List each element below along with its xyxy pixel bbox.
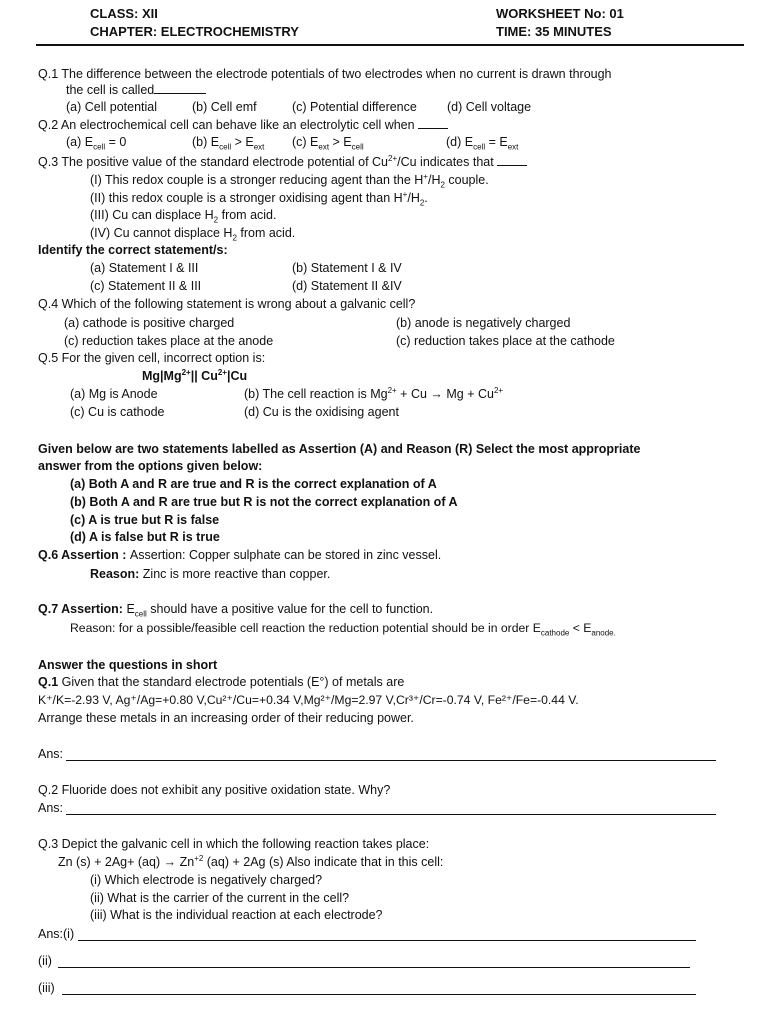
header-rule: [36, 44, 744, 46]
sa-q3-ans-i-label: Ans:(i): [38, 927, 75, 941]
short-answer-heading: Answer the questions in short: [38, 658, 218, 672]
q3-option-d: (d) Statement II &IV: [292, 279, 402, 293]
sa-q1-task: Arrange these metals in an increasing order of their reducing power.: [38, 711, 414, 725]
sa-q3-reaction: Zn $(s) + 2Ag+ (aq) \to Zn^{+2}$ (aq) + 2Ag (s) Also indicate that in this cell:: [58, 853, 444, 869]
q6-assertion: Q.6 Assertion : Assertion: Copper sulphate can be stored in zinc vessel.: [38, 548, 442, 562]
q3-text: Q.3 The positive value of the standard electrode potential of $Cu^{2+}/Cu$ indicates that: [38, 154, 527, 170]
sa-q3-part-ii: (ii) What is the carrier of the current in the cell?: [90, 891, 350, 905]
sa-q1-values: K⁺/K=-2.93 V, Ag⁺/Ag=+0.80 V,Cu²⁺/Cu=+0.34 V,Mg²⁺/Mg=2.97 V,Cr³⁺/Cr=-0.74 V, Fe²⁺/Fe=-0.44 V.: [38, 693, 579, 707]
sa-q3-ans-ii-label: (ii): [38, 954, 52, 968]
q3-statement-2: (II) this redox couple is a stronger oxidising agent than $H^+/H_2$.: [90, 189, 428, 208]
q5-option-c: (c) Cu is cathode: [70, 405, 165, 419]
q2-option-a: (a) $E_{cell} = 0$: [66, 135, 127, 152]
q6-reason: Reason: Zinc is more reactive than copper.: [90, 567, 331, 581]
q1-text: Q.1 The difference between the electrode potentials of two electrodes when no current is drawn through: [38, 67, 612, 81]
answer-blank[interactable]: [154, 82, 206, 94]
sa-q3-answer-line-ii[interactable]: [58, 967, 690, 968]
sa-q2-text: Q.2 Fluoride does not exhibit any positive oxidation state. Why?: [38, 783, 391, 797]
sa-q1-text: Q.1 Given that the standard electrode potentials (E°) of metals are: [38, 675, 405, 689]
answer-blank[interactable]: [418, 117, 448, 129]
q5-option-b: (b) The cell reaction is $Mg^{2+} + Cu \to Mg + Cu^{2+}$: [244, 385, 504, 401]
q1-option-c: (c) Potential difference: [292, 100, 417, 114]
q7-reason: Reason: for a possible/feasible cell reaction the reduction potential should be in order $E_{cathode} < E_{anode.}$: [70, 621, 616, 638]
q4-option-a: (a) cathode is positive charged: [64, 316, 235, 330]
q4-text: Q.4 Which of the following statement is wrong about a galvanic cell?: [38, 297, 416, 311]
sa-q1-ans-label: Ans:: [38, 747, 64, 761]
q2-option-c: (c) $E_{ext} > E_{cell}$: [292, 135, 364, 152]
ar-option-d: (d) A is false but R is true: [70, 530, 220, 544]
sa-q3-answer-line-iii[interactable]: [62, 994, 696, 995]
q2-option-b: (b) $E_{cell} > E_{ext}$: [192, 135, 265, 152]
q1-option-d: (d) Cell voltage: [447, 100, 532, 114]
sa-q2-answer-line[interactable]: [66, 814, 716, 815]
q3-statement-4: (IV) Cu cannot displace $H_2$ from acid.: [90, 226, 296, 243]
sa-q3-ans-iii-label: (iii): [38, 981, 55, 995]
q3-option-b: (b) Statement I & IV: [292, 261, 402, 275]
q3-statement-3: (III) Cu can displace $H_2$ from acid.: [90, 208, 277, 225]
sa-q3-part-iii: (iii) What is the individual reaction at each electrode?: [90, 908, 383, 922]
q3-statement-1: (I) This redox couple is a stronger reducing agent than the $H^+/H_2$ couple.: [90, 171, 489, 190]
q5-cell-notation: $Mg|Mg^{2+}||$ $Cu^{2+}|Cu$: [142, 367, 248, 383]
q5-option-d: (d) Cu is the oxidising agent: [244, 405, 399, 419]
sa-q2-ans-label: Ans:: [38, 801, 64, 815]
sa-q3-part-i: (i) Which electrode is negatively charged?: [90, 873, 323, 887]
q4-option-d: (c) reduction takes place at the cathode: [396, 334, 615, 348]
q3-option-a: (a) Statement I & III: [90, 261, 199, 275]
q4-option-b: (b) anode is negatively charged: [396, 316, 571, 330]
q4-option-c: (c) reduction takes place at the anode: [64, 334, 274, 348]
q5-text: Q.5 For the given cell, incorrect option is:: [38, 351, 266, 365]
q3-identify: Identify the correct statement/s:: [38, 243, 228, 257]
time-label: TIME: 35 MINUTES: [496, 24, 612, 39]
q2-option-d: (d) $E_{cell} = E_{ext}$: [446, 135, 519, 152]
q2-text: Q.2 An electrochemical cell can behave like an electrolytic cell when: [38, 117, 448, 133]
ar-option-c: (c) A is true but R is false: [70, 513, 220, 527]
q1-option-b: (b) Cell emf: [192, 100, 257, 114]
q1-text-cont: the cell is called: [66, 82, 206, 98]
q5-option-a: (a) Mg is Anode: [70, 387, 158, 401]
class-label: CLASS: XII: [90, 6, 158, 21]
ar-option-b: (b) Both A and R are true but R is not the correct explanation of A: [70, 495, 458, 509]
q1-option-a: (a) Cell potential: [66, 100, 158, 114]
sa-q3-text: Q.3 Depict the galvanic cell in which the following reaction takes place:: [38, 837, 430, 851]
ar-intro-line1: Given below are two statements labelled as Assertion (A) and Reason (R) Select the most appropriate: [38, 442, 641, 456]
sa-q1-answer-line[interactable]: [66, 760, 716, 761]
q3-option-c: (c) Statement II & III: [90, 279, 202, 293]
sa-q3-answer-line-i[interactable]: [78, 940, 696, 941]
worksheet-label: WORKSHEET No: 01: [496, 6, 624, 21]
ar-intro-line2: answer from the options given below:: [38, 459, 263, 473]
answer-blank[interactable]: [497, 154, 527, 166]
q7-assertion: Q.7 Assertion: $E_{cell}$ should have a positive value for the cell to function.: [38, 602, 434, 619]
ar-option-a: (a) Both A and R are true and R is the correct explanation of A: [70, 477, 437, 491]
chapter-label: CHAPTER: ELECTROCHEMISTRY: [90, 24, 299, 39]
